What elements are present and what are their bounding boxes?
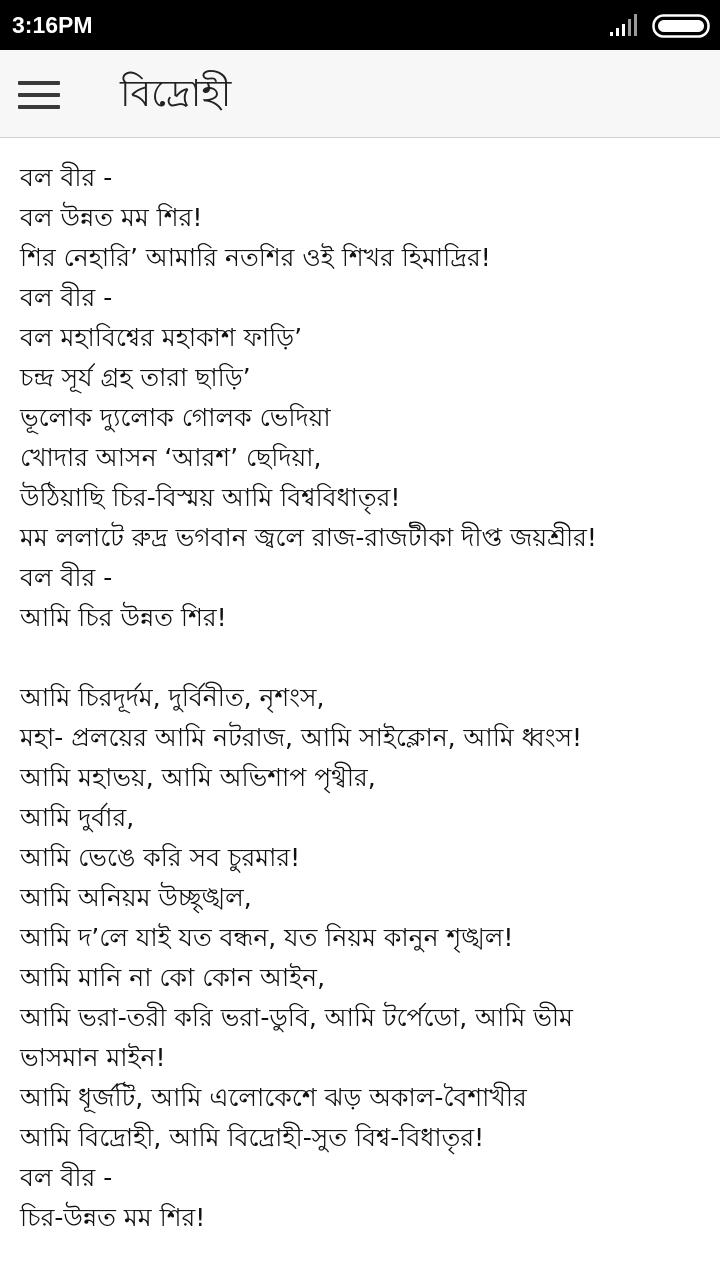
poem-line: উঠিয়াছি চির-বিস্ময় আমি বিশ্ববিধাতৃর! (20, 483, 401, 512)
status-bar (0, 0, 720, 50)
poem-line: আমি দুর্বার, (20, 803, 135, 832)
poem-line: আমি বিদ্রোহী, আমি বিদ্রোহী-সুত বিশ্ব-বিধাতৃর! (20, 1123, 485, 1152)
poem-line: ভূলোক দ্যুলোক গোলক ভেদিয়া (20, 403, 331, 432)
poem-line: বল বীর - (20, 163, 113, 192)
status-time: 3:16PM (12, 12, 93, 38)
poem-line: আমি চির উন্নত শির! (20, 603, 227, 632)
stanza-break (20, 638, 710, 678)
poem-line: খোদার আসন ‘আরশ’ ছেদিয়া, (20, 443, 322, 472)
hamburger-menu-icon[interactable] (18, 74, 62, 114)
poem-line: আমি মানি না কো কোন আইন, (20, 963, 326, 992)
poem-line: মহা- প্রলয়ের আমি নটরাজ, আমি সাইক্লোন, আমি ধ্বংস! (20, 723, 582, 752)
poem-line: বল বীর - (20, 563, 113, 592)
poem-line: মম ললাটে রুদ্র ভগবান জ্বলে রাজ-রাজটীকা দীপ্ত জয়শ্রীর! (20, 523, 597, 552)
battery-icon (652, 14, 710, 38)
poem-line: ভাসমান মাইন! (20, 1043, 166, 1072)
poem-line: বল উন্নত মম শির! (20, 203, 203, 232)
poem-line: আমি ভেঙে করি সব চুরমার! (20, 843, 301, 872)
poem-line: আমি ধূর্জটি, আমি এলোকেশে ঝড় অকাল-বৈশাখীর (20, 1083, 527, 1112)
poem-line: আমি অনিয়ম উচ্ছৃঙ্খল, (20, 883, 252, 912)
poem-line: আমি মহাভয়, আমি অভিশাপ পৃথ্বীর, (20, 763, 376, 792)
poem-line: আমি চিরদূর্দম, দুর্বিনীত, নৃশংস, (20, 683, 325, 712)
poem-line: শির নেহারি’ আমারি নতশির ওই শিখর হিমাদ্রির! (20, 243, 491, 272)
app-bar (0, 50, 720, 138)
poem-line: আমি ভরা-তরী করি ভরা-ডুবি, আমি টর্পেডো, আমি ভীম (20, 1003, 573, 1032)
poem-line: বল মহাবিশ্বের মহাকাশ ফাড়ি’ (20, 323, 303, 352)
poem-line: চির-উন্নত মম শির! (20, 1203, 206, 1232)
poem-text (20, 158, 710, 1238)
page-title: বিদ্রোহী (120, 72, 232, 115)
poem-line: বল বীর - (20, 1163, 113, 1192)
poem-line: আমি দ’লে যাই যত বন্ধন, যত নিয়ম কানুন শৃঙ্খল! (20, 923, 514, 952)
poem-line: চন্দ্র সূর্য গ্রহ তারা ছাড়ি’ (20, 363, 251, 392)
signal-icon (608, 13, 642, 37)
poem-line: বল বীর - (20, 283, 113, 312)
